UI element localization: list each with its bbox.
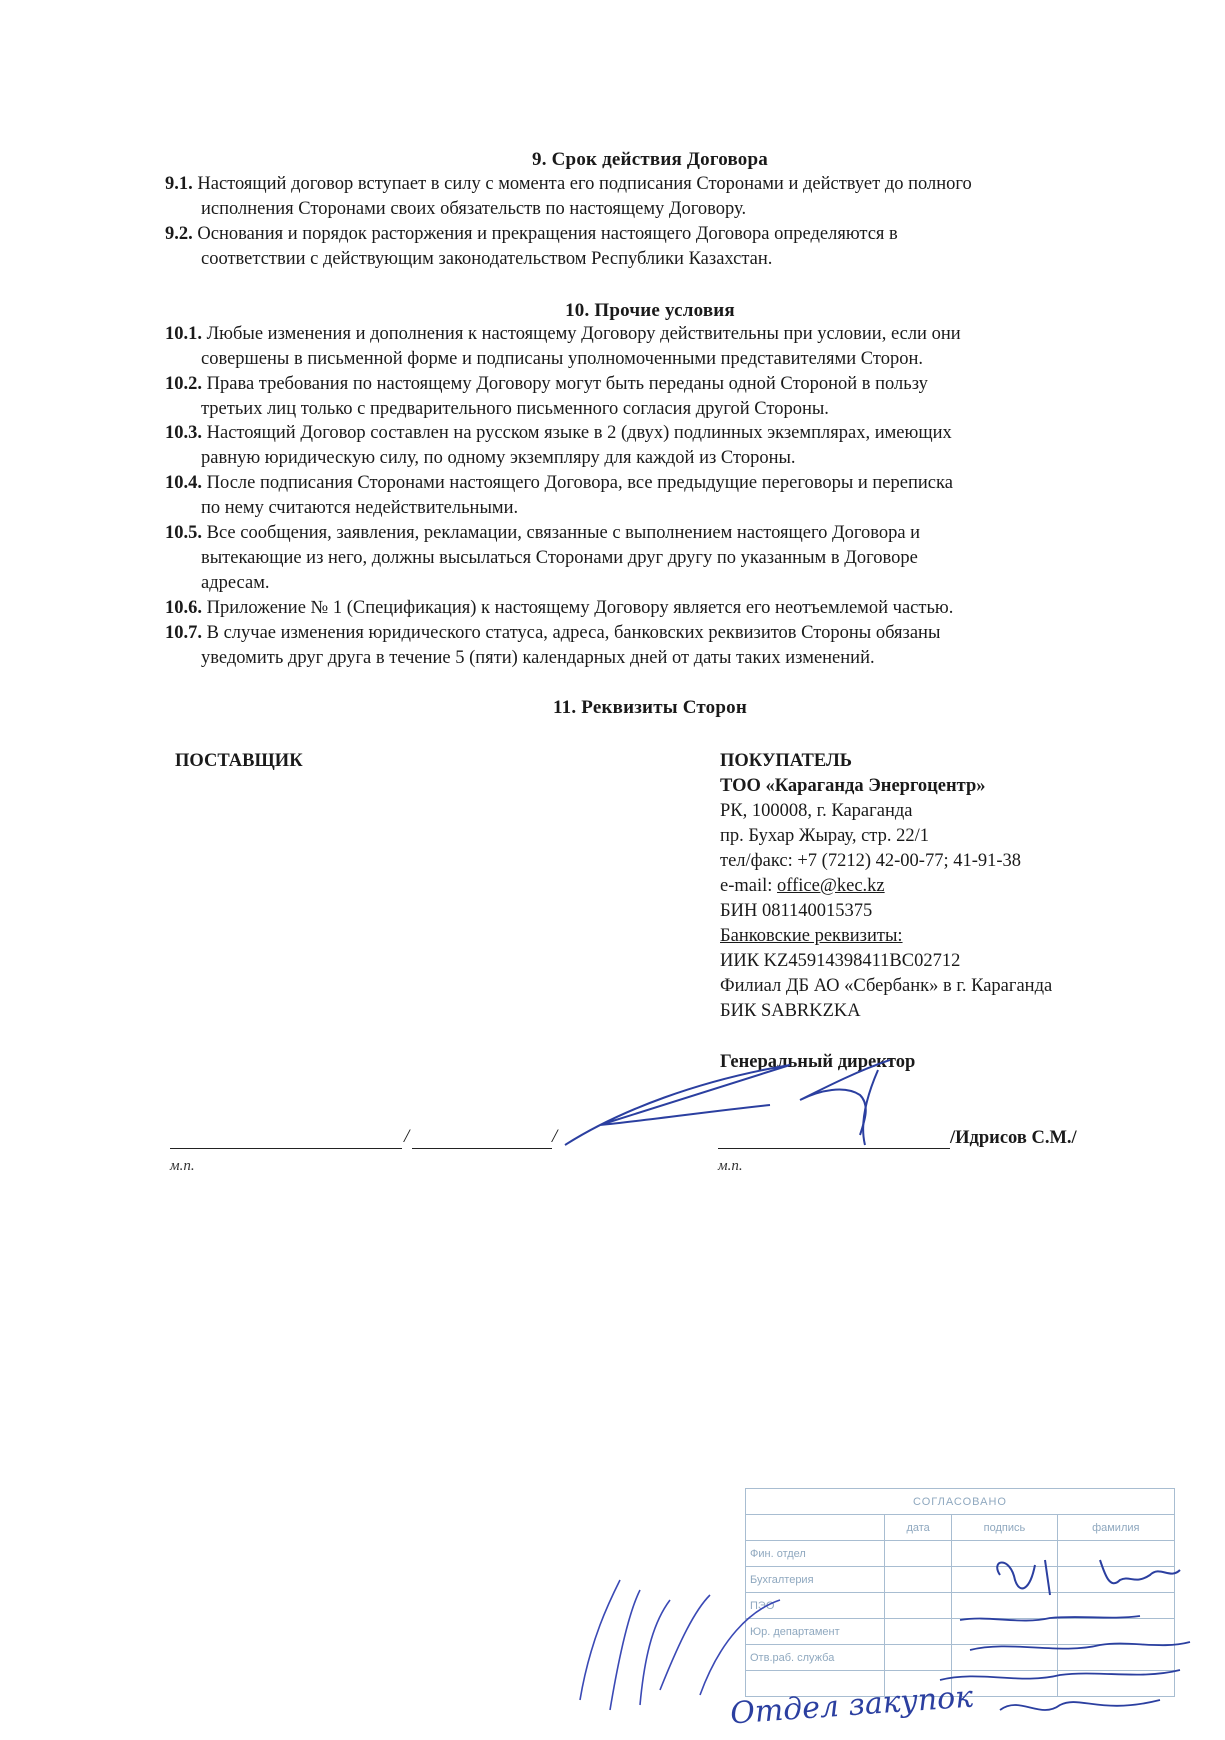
- clause-number: 10.4.: [165, 473, 202, 493]
- clause-text-cont: равную юридическую силу, по одному экземпляру для каждой из Стороны.: [201, 448, 796, 468]
- supplier-signature-line: [170, 1148, 402, 1149]
- supplier-heading: ПОСТАВЩИК: [175, 751, 303, 771]
- buyer-iik: ИИК KZ45914398411BC02712: [720, 951, 961, 971]
- slash-separator: /: [552, 1126, 558, 1147]
- clause-text: После подписания Сторонами настоящего Договора, все предыдущие переговоры и переписка: [202, 473, 953, 493]
- approval-col-date: дата: [885, 1515, 952, 1541]
- clause-10-6: [165, 596, 1140, 621]
- slash-separator: /: [404, 1126, 410, 1147]
- approval-row-label: ПЭО: [746, 1593, 885, 1619]
- buyer-position: Генеральный директор: [720, 1052, 916, 1072]
- section-11-title: 11. Реквизиты Сторон: [553, 697, 747, 718]
- clause-9-1: [165, 172, 1140, 222]
- buyer-phone: тел/факс: +7 (7212) 42-00-77; 41-91-38: [720, 851, 1022, 871]
- clause-text-cont: уведомить друг друга в течение 5 (пяти) календарных дней от даты таких изменений.: [201, 648, 875, 668]
- director-signature: [560, 1040, 890, 1150]
- clause-9-2: [165, 222, 1140, 272]
- clause-10-7: [165, 621, 1140, 671]
- clause-10-1: [165, 322, 1140, 372]
- supplier-name-line: [412, 1148, 552, 1149]
- supplier-block: [175, 749, 303, 774]
- approval-col-surname: фамилия: [1057, 1515, 1174, 1541]
- clause-text-cont: третьих лиц только с предварительного письменного согласия другой Стороны.: [201, 399, 829, 419]
- clause-text-cont: вытекающие из него, должны высылаться Сторонами друг другу по указанным в Договоре: [201, 548, 918, 568]
- clause-text-cont: адресам.: [201, 573, 270, 593]
- email-label: e-mail:: [720, 876, 778, 896]
- clause-10-3: [165, 421, 1140, 471]
- clause-number: 10.7.: [165, 623, 202, 643]
- bank-details-label: Банковские реквизиты:: [720, 926, 903, 946]
- section-9-title: 9. Срок действия Договора: [532, 149, 768, 170]
- clause-number: 9.2.: [165, 224, 193, 244]
- clause-text-cont: соответствии с действующим законодательством Республики Казахстан.: [201, 249, 773, 269]
- buyer-bin: БИН 081140015375: [720, 901, 873, 921]
- buyer-address-2: пр. Бухар Жырау, стр. 22/1: [720, 826, 929, 846]
- clause-number: 10.6.: [165, 598, 202, 618]
- clause-text-cont: совершены в письменной форме и подписаны уполномоченными представителями Сторон.: [201, 349, 923, 369]
- email-link[interactable]: office@kec.kz: [777, 876, 885, 896]
- buyer-stamp-place: м.п.: [718, 1158, 743, 1174]
- buyer-address-1: РК, 100008, г. Караганда: [720, 801, 913, 821]
- supplier-stamp-place: м.п.: [170, 1158, 195, 1174]
- buyer-block: [720, 749, 1052, 1024]
- buyer-bank: Филиал ДБ АО «Сбербанк» в г. Караганда: [720, 976, 1053, 996]
- approval-row-label: Фин. отдел: [746, 1541, 885, 1567]
- clause-10-4: [165, 471, 1140, 521]
- clause-number: 10.3.: [165, 423, 202, 443]
- clause-number: 9.1.: [165, 174, 193, 194]
- approval-row-label: Бухгалтерия: [746, 1567, 885, 1593]
- buyer-email-row: [720, 874, 1052, 899]
- buyer-heading: ПОКУПАТЕЛЬ: [720, 751, 852, 771]
- clause-text: Настоящий Договор составлен на русском языке в 2 (двух) подлинных экземплярах, имеющих: [202, 423, 952, 443]
- clause-10-5: [165, 521, 1140, 596]
- buyer-bik: БИК SABRKZKA: [720, 1001, 861, 1021]
- clause-text: Настоящий договор вступает в силу с момента его подписания Сторонами и действует до полного: [192, 174, 972, 194]
- clause-text: Права требования по настоящему Договору могут быть переданы одной Стороной в пользу: [202, 374, 928, 394]
- handwritten-note: Отдел закупок: [729, 1679, 975, 1732]
- clause-text-cont: исполнения Сторонами своих обязательств по настоящему Договору.: [201, 199, 747, 219]
- clause-text-cont: по нему считаются недействительными.: [201, 498, 519, 518]
- clause-number: 10.5.: [165, 523, 202, 543]
- clause-text: Приложение № 1 (Спецификация) к настоящему Договору является его неотъемлемой частью.: [202, 598, 954, 618]
- clause-text: Любые изменения и дополнения к настоящему Договору действительны при условии, если они: [202, 324, 961, 344]
- approval-row-label: Юр. департамент: [746, 1619, 885, 1645]
- clause-text: Основания и порядок расторжения и прекращения настоящего Договора определяются в: [192, 224, 898, 244]
- approval-row-label: Отв.раб. служба: [746, 1645, 885, 1671]
- clause-number: 10.1.: [165, 324, 202, 344]
- section-10-title: 10. Прочие условия: [565, 300, 735, 321]
- approval-title: СОГЛАСОВАНО: [746, 1489, 1175, 1515]
- clause-text: В случае изменения юридического статуса, адреса, банковских реквизитов Стороны обязаны: [202, 623, 941, 643]
- approval-col-signature: подпись: [952, 1515, 1057, 1541]
- clause-number: 10.2.: [165, 374, 202, 394]
- buyer-signer-name: /Идрисов С.М./: [950, 1128, 1077, 1148]
- clause-10-2: [165, 372, 1140, 422]
- buyer-name: ТОО «Караганда Энергоцентр»: [720, 776, 986, 796]
- clause-text: Все сообщения, заявления, рекламации, связанные с выполнением настоящего Договора и: [202, 523, 921, 543]
